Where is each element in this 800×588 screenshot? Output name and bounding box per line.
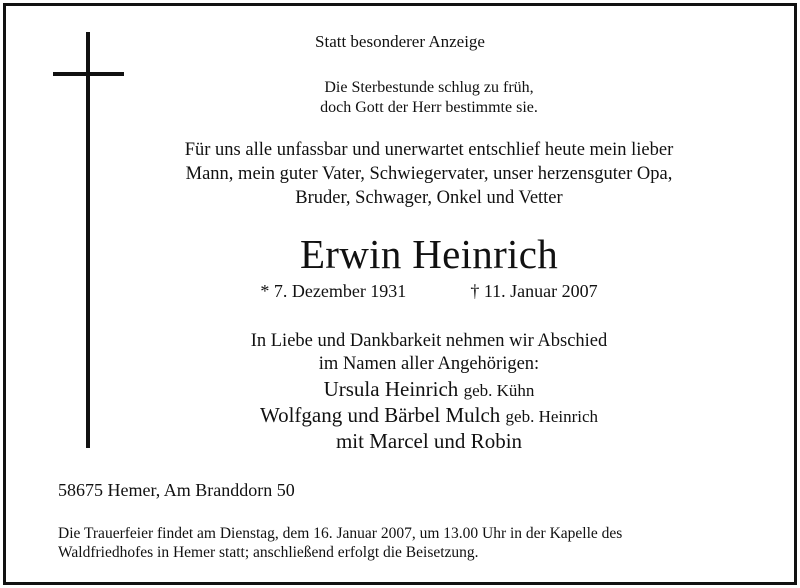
cross-icon-bar bbox=[53, 72, 124, 76]
funeral-note-line-2: Waldfriedhofes in Hemer statt; anschließend erfolgt die Beisetzung. bbox=[58, 544, 479, 561]
family-member-3 bbox=[29, 428, 800, 454]
birth-date: * 7. Dezember 1931 bbox=[260, 281, 407, 301]
family-suffix: geb. Kühn bbox=[463, 381, 535, 400]
intro-line-2: Mann, mein guter Vater, Schwiegervater, unser herzensguter Opa, bbox=[185, 164, 673, 184]
death-date: † 11. Januar 2007 bbox=[470, 281, 598, 301]
family-member-1 bbox=[29, 376, 800, 404]
verse-line-2: doch Gott der Herr bestimmte sie. bbox=[320, 99, 538, 116]
mourning-line-2: im Namen aller Angehörigen: bbox=[318, 354, 540, 374]
verse-line-1: Die Sterbestunde schlug zu früh, bbox=[324, 79, 534, 96]
intro-line-1: Für uns alle unfassbar und unerwartet entschlief heute mein lieber bbox=[184, 140, 674, 160]
deceased-name: Erwin Heinrich bbox=[299, 231, 559, 277]
funeral-note bbox=[58, 524, 778, 562]
family-name: mit Marcel und Robin bbox=[335, 429, 523, 453]
mourning-line-1: In Liebe und Dankbarkeit nehmen wir Abschied bbox=[250, 331, 608, 351]
family-name: Ursula Heinrich bbox=[323, 377, 459, 401]
family-suffix: geb. Heinrich bbox=[505, 407, 599, 426]
family-member-2 bbox=[29, 402, 800, 430]
intro-line-3: Bruder, Schwager, Onkel und Vetter bbox=[295, 188, 563, 208]
family-name: Wolfgang und Bärbel Mulch bbox=[259, 403, 501, 427]
funeral-note-line-1: Die Trauerfeier findet am Dienstag, dem 16. Januar 2007, um 13.00 Uhr in der Kapelle des bbox=[58, 525, 623, 542]
notice-heading: Statt besonderer Anzeige bbox=[315, 32, 485, 51]
address: 58675 Hemer, Am Branddorn 50 bbox=[58, 480, 295, 500]
life-dates bbox=[29, 281, 800, 302]
